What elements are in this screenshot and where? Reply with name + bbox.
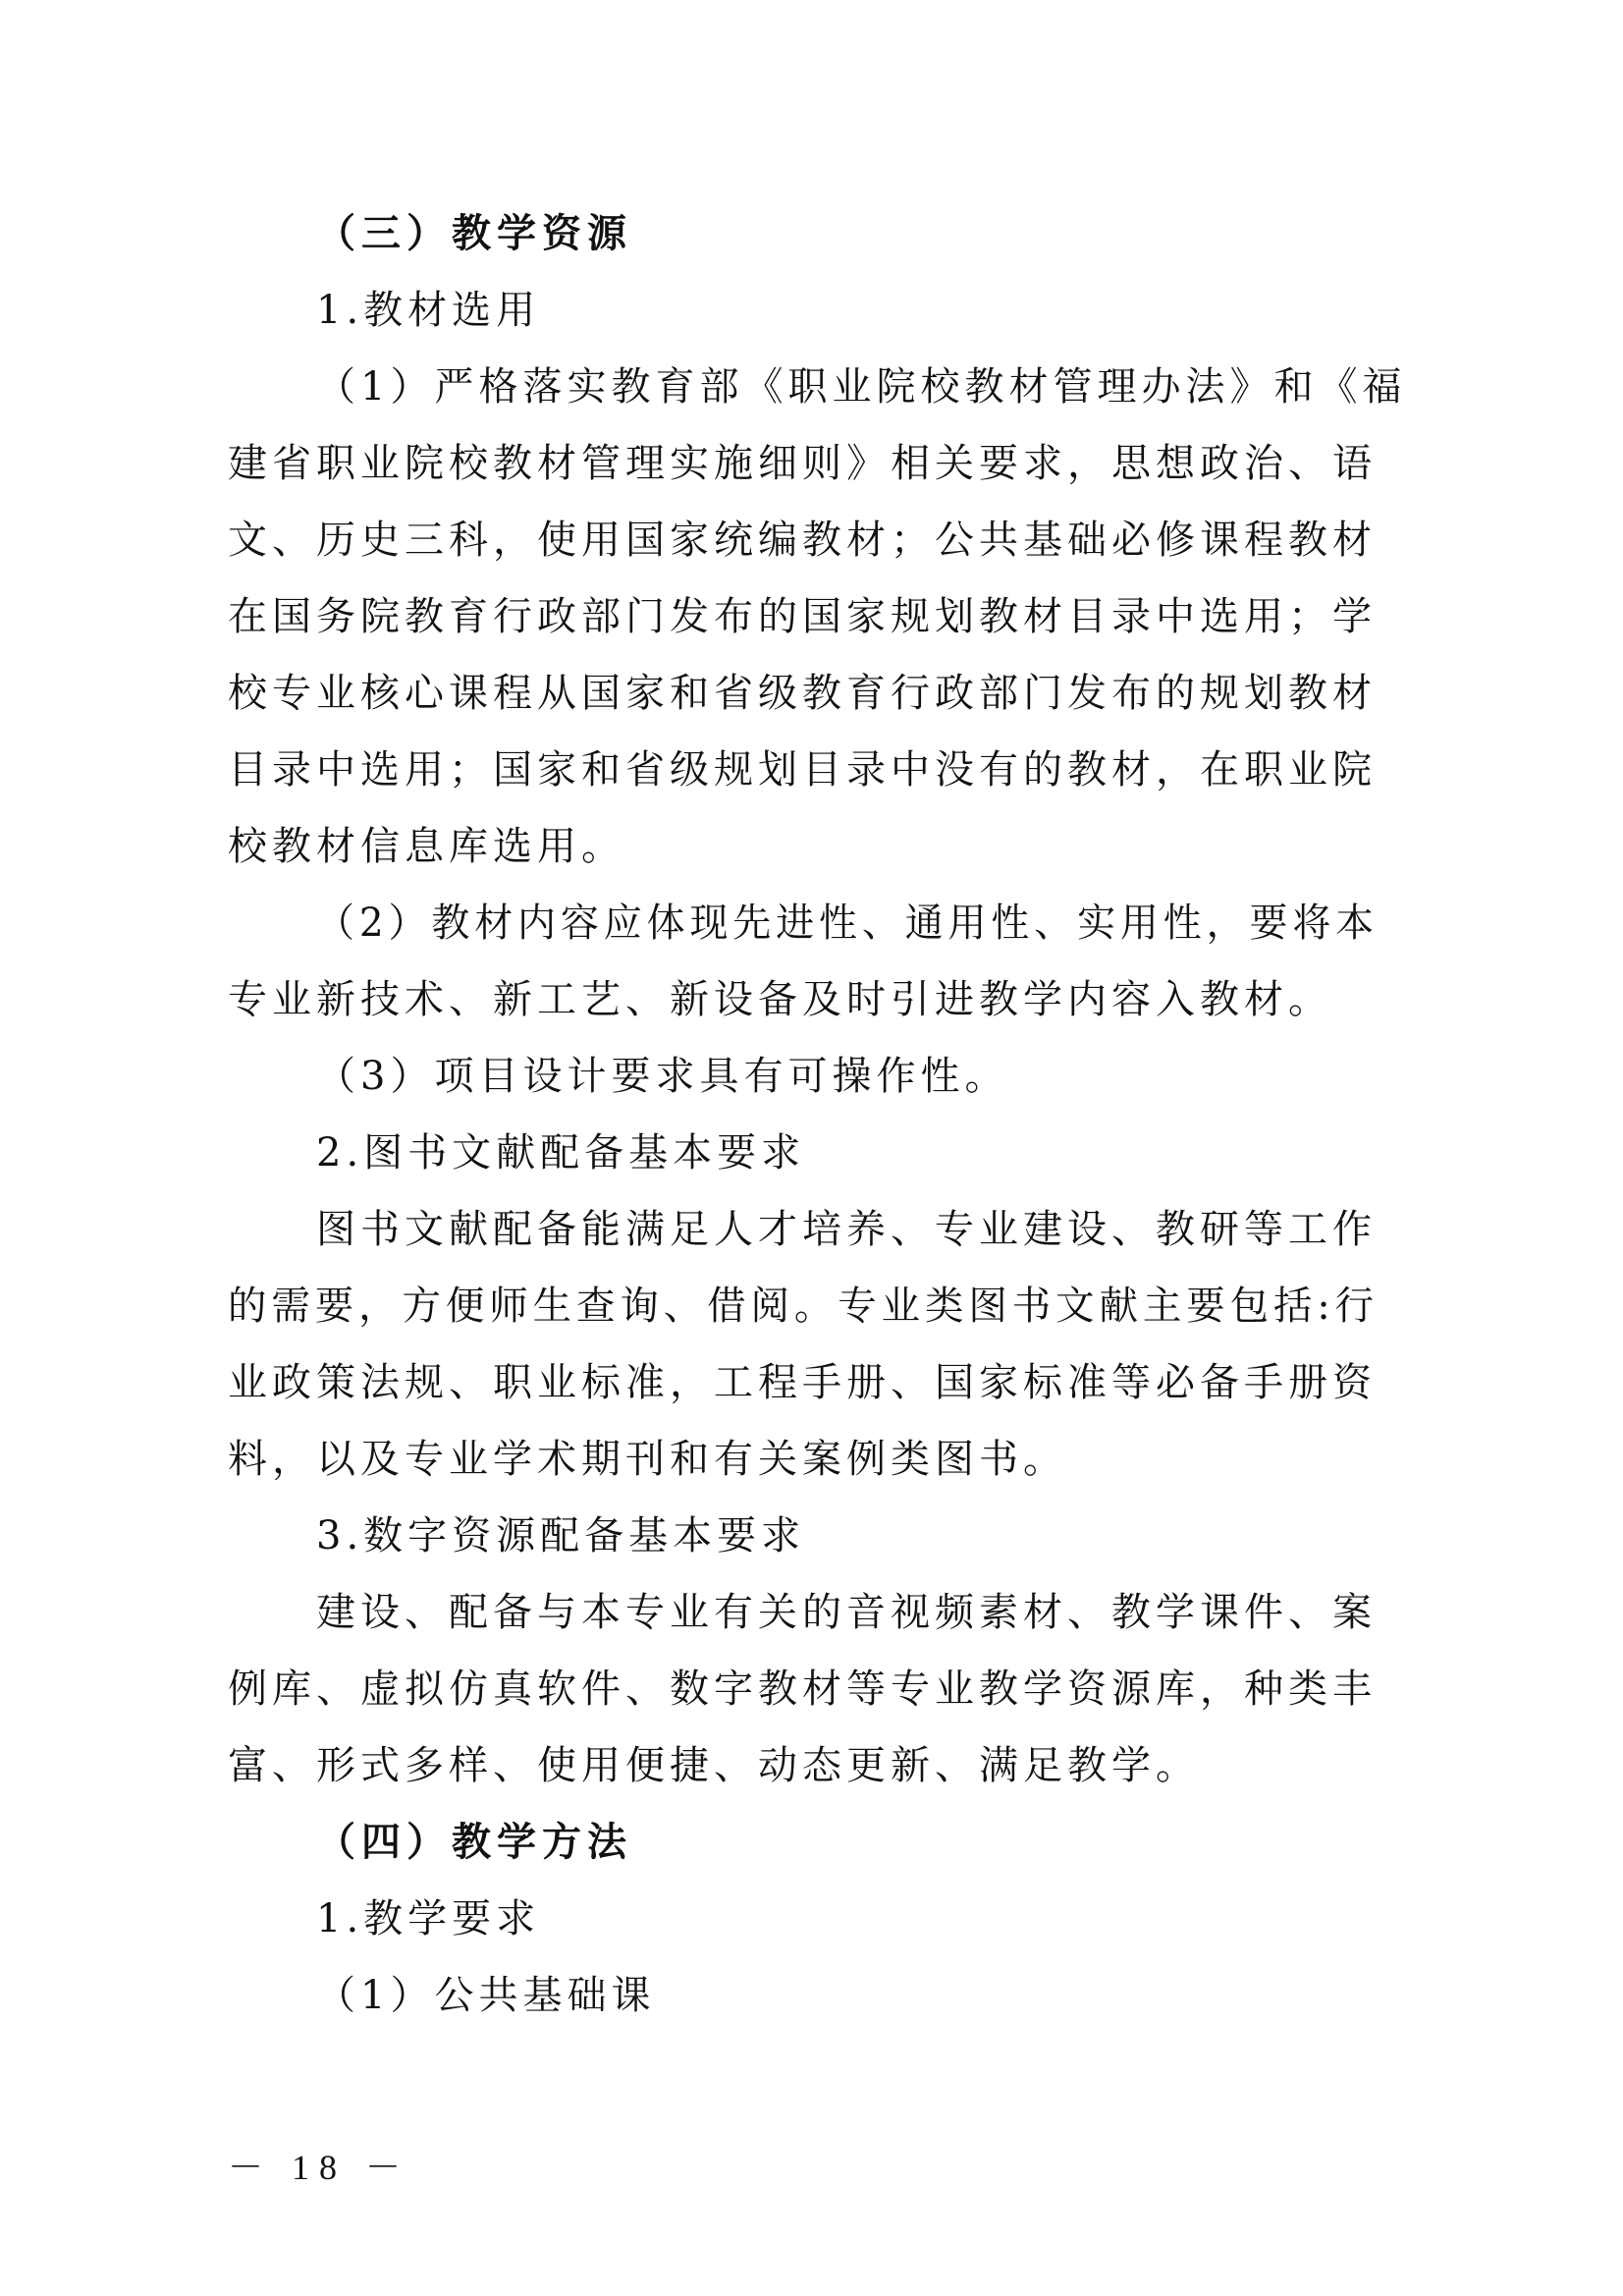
paragraph-line: 的需要，方便师生查询、借阅。专业类图书文献主要包括:行: [228, 1284, 1379, 1329]
paragraph-line: 目录中选用；国家和省级规划目录中没有的教材，在职业院: [228, 747, 1377, 793]
paragraph-line: 富、形式多样、使用便捷、动态更新、满足教学。: [228, 1743, 1200, 1788]
subsection-title-teaching-requirements: 1.教学要求: [316, 1896, 541, 1941]
section-heading-teaching-methods: （四）教学方法: [316, 1820, 632, 1865]
paragraph-line: （2）教材内容应体现先进性、通用性、实用性，要将本: [316, 901, 1380, 946]
paragraph-line: （1）严格落实教育部《职业院校教材管理办法》和《福: [316, 364, 1407, 410]
paragraph-line: 校教材信息库选用。: [228, 824, 625, 869]
paragraph-line: （1）公共基础课: [316, 1973, 656, 2018]
section-heading-teaching-resources: （三）教学资源: [316, 211, 632, 256]
subsection-title-library-requirements: 2.图书文献配备基本要求: [316, 1130, 806, 1175]
paragraph-line: 业政策法规、职业标准，工程手册、国家标准等必备手册资: [228, 1360, 1377, 1405]
paragraph-line: 专业新技术、新工艺、新设备及时引进教学内容入教材。: [228, 977, 1332, 1022]
paragraph-line: 建省职业院校教材管理实施细则》相关要求，思想政治、语: [228, 441, 1377, 486]
subsection-title-digital-resources: 3.数字资源配备基本要求: [316, 1513, 806, 1558]
paragraph-line: 校专业核心课程从国家和省级教育行政部门发布的规划教材: [228, 671, 1377, 716]
paragraph-line: （3）项目设计要求具有可操作性。: [316, 1054, 1009, 1099]
paragraph-line: 例库、虚拟仿真软件、数字教材等专业教学资源库，种类丰: [228, 1667, 1377, 1712]
paragraph-line: 文、历史三科，使用国家统编教材；公共基础必修课程教材: [228, 518, 1377, 563]
paragraph-line: 建设、配备与本专业有关的音视频素材、教学课件、案: [316, 1590, 1377, 1635]
paragraph-line: 在国务院教育行政部门发布的国家规划教材目录中选用；学: [228, 594, 1377, 639]
page-number: － 18 －: [228, 2148, 411, 2187]
paragraph-line: 料，以及专业学术期刊和有关案例类图书。: [228, 1437, 1067, 1482]
subsection-title-textbook-selection: 1.教材选用: [316, 288, 541, 333]
paragraph-line: 图书文献配备能满足人才培养、专业建设、教研等工作: [316, 1207, 1377, 1252]
